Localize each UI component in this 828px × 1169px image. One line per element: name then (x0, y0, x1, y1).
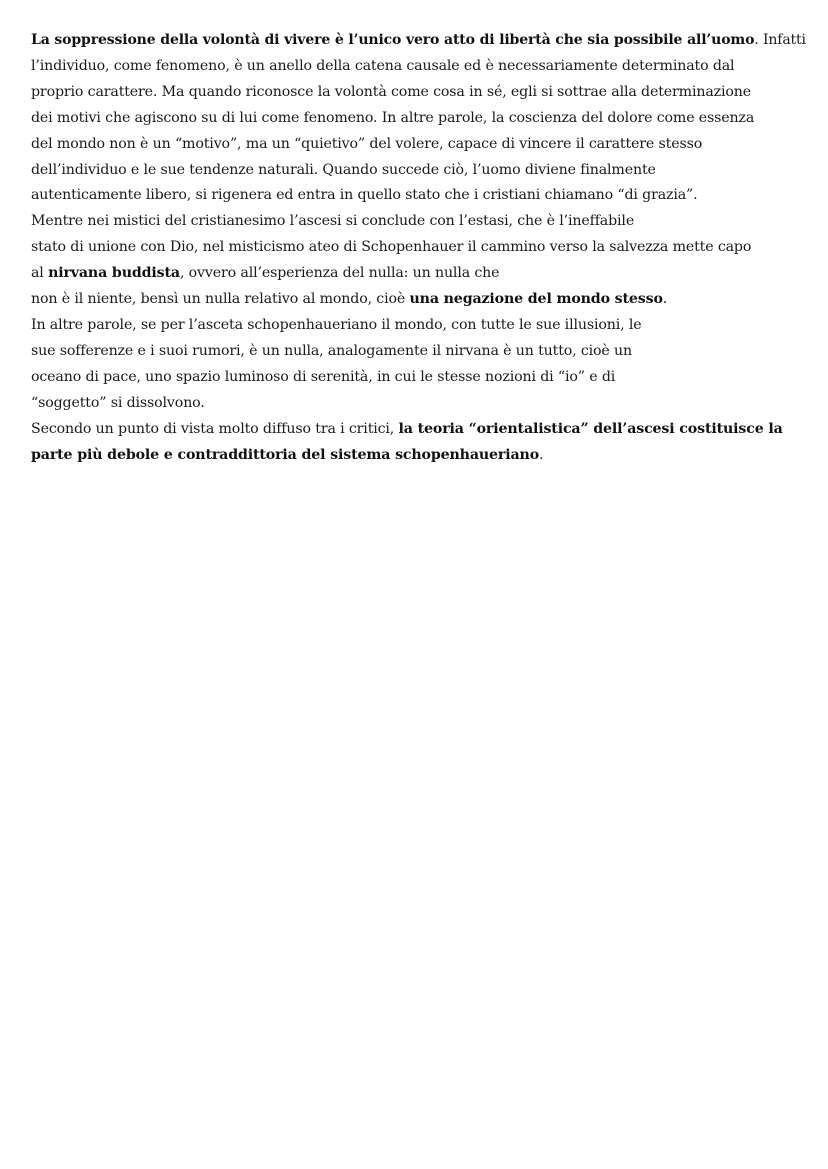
bold-text: La soppressione della volontà di vivere è l’unico vero atto di libertà che sia possibile all’uomo (31, 32, 755, 48)
text-span: . (539, 446, 544, 463)
text-span: Secondo un punto di vista molto diffuso tra i critici, (31, 420, 399, 437)
text-span: l’individuo, come fenomeno, è un anello della catena causale ed è necessariamente determinato dal (31, 57, 735, 74)
text-line (31, 313, 806, 339)
text-span: stato di unione con Dio, nel misticismo ateo di Schopenhauer il cammino verso la salvezza mette capo (31, 239, 752, 256)
text-line (31, 235, 806, 261)
text-span: , ovvero all’esperienza del nulla: un nulla che (179, 265, 500, 282)
text-line (31, 132, 806, 158)
text-span: . (662, 291, 668, 308)
text-line (31, 54, 806, 80)
bold-text: la teoria “orientalistica” dell’ascesi costituisce la (398, 420, 783, 437)
document-body (31, 28, 806, 468)
text-span: del mondo non è un “motivo”, ma un “quietivo” del volere, capace di vincere il carattere stesso (31, 135, 703, 152)
text-line (31, 106, 806, 132)
text-line (31, 287, 806, 313)
text-line (31, 183, 806, 209)
text-span: dei motivi che agiscono su di lui come fenomeno. In altre parole, la coscienza del dolore come essenza (31, 109, 755, 126)
text-line (31, 391, 806, 417)
text-span: oceano di pace, uno spazio luminoso di serenità, in cui le stesse nozioni di “io” e di (31, 368, 616, 385)
text-span: Mentre nei mistici del cristianesimo l’ascesi si conclude con l’estasi, che è l’ineffabile (31, 213, 635, 230)
text-span: sue sofferenze e i suoi rumori, è un nulla, analogamente il nirvana è un tutto, cioè un (31, 342, 633, 359)
text-line (31, 339, 806, 365)
text-line (31, 209, 806, 235)
text-span: In altre parole, se per l’asceta schopenhaueriano il mondo, con tutte le sue illusioni, le (31, 316, 642, 333)
text-line (31, 443, 806, 469)
text-line (31, 417, 806, 443)
text-line (31, 28, 806, 54)
text-span: . Infatti (754, 32, 806, 48)
text-span: proprio carattere. Ma quando riconosce la volontà come cosa in sé, egli si sottrae alla determinazione (31, 83, 751, 100)
text-span: “soggetto” si dissolvono. (31, 394, 205, 411)
text-span: dell’individuo e le sue tendenze naturali. Quando succede ciò, l’uomo diviene finalmente (31, 161, 656, 178)
text-span: autenticamente libero, si rigenera ed entra in quello stato che i cristiani chiamano “di grazia”. (31, 187, 698, 204)
text-line (31, 80, 806, 106)
text-span: al (31, 265, 49, 282)
text-span: non è il niente, bensì un nulla relativo al mondo, cioè (31, 291, 410, 308)
text-line (31, 158, 806, 184)
bold-text: una negazione del mondo stesso (409, 291, 663, 308)
bold-text: nirvana buddista (48, 265, 180, 282)
text-line (31, 365, 806, 391)
text-line (31, 261, 806, 287)
bold-text: parte più debole e contraddittoria del sistema schopenhaueriano (31, 446, 540, 463)
